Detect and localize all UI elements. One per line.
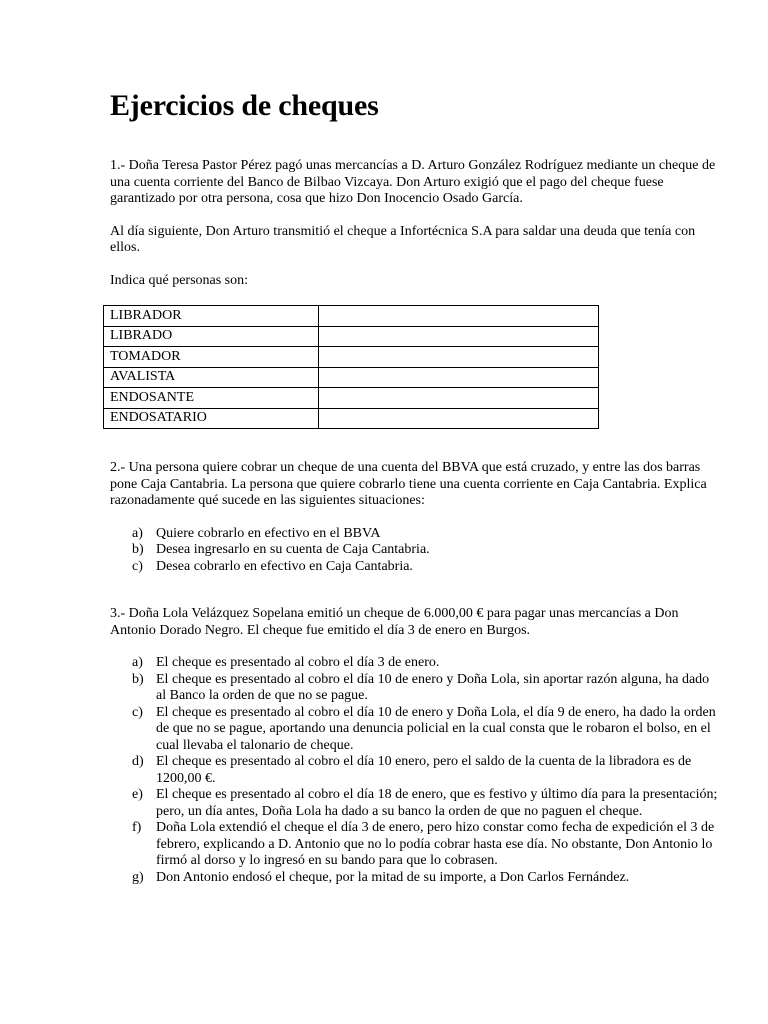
exercise-2 (110, 460, 722, 575)
list-item (110, 526, 722, 543)
answer-cell (319, 367, 599, 388)
item-marker: a) (132, 525, 143, 541)
exercise-1-prompt: Indica qué personas son: (110, 272, 249, 288)
role-cell: AVALISTA (104, 367, 319, 388)
page-title: Ejercicios de cheques (110, 89, 379, 122)
answer-cell (319, 326, 599, 347)
item-text: Don Antonio endosó el cheque, por la mitad de su importe, a Don Carlos Fernández. (156, 869, 630, 885)
item-marker: b) (132, 542, 144, 557)
item-marker: c) (132, 558, 143, 574)
exercise-2-options (110, 526, 722, 576)
item-text: El cheque es presentado al cobro el día 3 de enero. (156, 655, 440, 670)
table-row (104, 367, 599, 388)
answer-cell (319, 347, 599, 368)
list-item (110, 787, 722, 820)
item-text: El cheque es presentado al cobro el día 10 enero, pero el saldo de la cuenta de la libradora es de 1200,00 €. (156, 754, 692, 786)
document-page (110, 86, 722, 886)
table-row (104, 347, 599, 368)
list-item (110, 655, 722, 672)
exercise-1-followup: Al día siguiente, Don Arturo transmitió el cheque a Infortécnica S.A para saldar una deuda que tenía con ellos. (110, 223, 696, 255)
answer-cell (319, 388, 599, 409)
list-item (110, 542, 722, 559)
list-item (110, 705, 722, 755)
item-marker: d) (132, 754, 144, 769)
answer-cell (319, 306, 599, 327)
role-cell: TOMADOR (104, 347, 319, 368)
role-cell: LIBRADO (104, 326, 319, 347)
item-marker: e) (132, 787, 143, 802)
table-row (104, 306, 599, 327)
item-marker: b) (132, 671, 144, 687)
role-cell: ENDOSANTE (104, 388, 319, 409)
item-marker: f) (132, 820, 142, 835)
list-item (110, 870, 722, 887)
exercise-1-statement: 1.- Doña Teresa Pastor Pérez pagó unas mercancías a D. Arturo González Rodríguez mediante un cheque de una cuenta corriente del Banco de Bilbao Vizcaya. Don Arturo exigió que el pago del cheque fuese garantizado por otra persona, cosa que hizo Don Inocencio Osado García. (110, 158, 716, 206)
item-text: El cheque es presentado al cobro el día 10 de enero y Doña Lola, sin aportar razón alguna, ha dado al Banco la orden de que no se pague. (156, 671, 710, 703)
exercise-1 (110, 158, 722, 429)
answer-cell (319, 408, 599, 429)
item-text: Desea cobrarlo en efectivo en Caja Cantabria. (156, 558, 413, 574)
exercise-2-statement: 2.- Una persona quiere cobrar un cheque de una cuenta del BBVA que está cruzado, y entre las dos barras pone Caja Cantabria. La persona que quiere cobrarlo tiene una cuenta corriente en Caja Cantabria. Explica razonadamente qué sucede en las siguientes situaciones: (110, 460, 707, 508)
item-marker: g) (132, 869, 144, 885)
list-item (110, 672, 722, 705)
table-row (104, 408, 599, 429)
item-text: El cheque es presentado al cobro el día 18 de enero, que es festivo y último día para la presentación; pero, un día antes, Doña Lola ha dado a su banco la orden de que no paguen el cheque. (156, 787, 718, 819)
exercise-3 (110, 606, 722, 886)
item-text: Desea ingresarlo en su cuenta de Caja Cantabria. (156, 542, 430, 557)
list-item (110, 559, 722, 576)
item-marker: a) (132, 655, 143, 670)
item-text: Quiere cobrarlo en efectivo en el BBVA (156, 525, 381, 541)
list-item (110, 754, 722, 787)
role-cell: ENDOSATARIO (104, 408, 319, 429)
item-text: Doña Lola extendió el cheque el día 3 de enero, pero hizo constar como fecha de expedición el 3 de febrero, explicando a D. Antonio que no lo podía cobrar hasta ese día. No obstante, Don Antonio lo firmó al dorso y lo ingresó en su bando para que lo cobrasen. (156, 820, 715, 868)
table-row (104, 326, 599, 347)
exercise-3-options (110, 655, 722, 886)
list-item (110, 820, 722, 870)
table-row (104, 388, 599, 409)
item-text: El cheque es presentado al cobro el día 10 de enero y Doña Lola, el día 9 de enero, ha dado la orden de que no se pague, aportando una denuncia policial en la cual consta que le robaron el bolso, en el cual llevaba el talonario de cheque. (156, 704, 716, 753)
role-cell: LIBRADOR (104, 306, 319, 327)
exercise-3-statement: 3.- Doña Lola Velázquez Sopelana emitió un cheque de 6.000,00 € para pagar unas mercancías a Don Antonio Dorado Negro. El cheque fue emitido el día 3 de enero en Burgos. (110, 606, 679, 638)
item-marker: c) (132, 704, 143, 720)
roles-table (103, 305, 599, 429)
